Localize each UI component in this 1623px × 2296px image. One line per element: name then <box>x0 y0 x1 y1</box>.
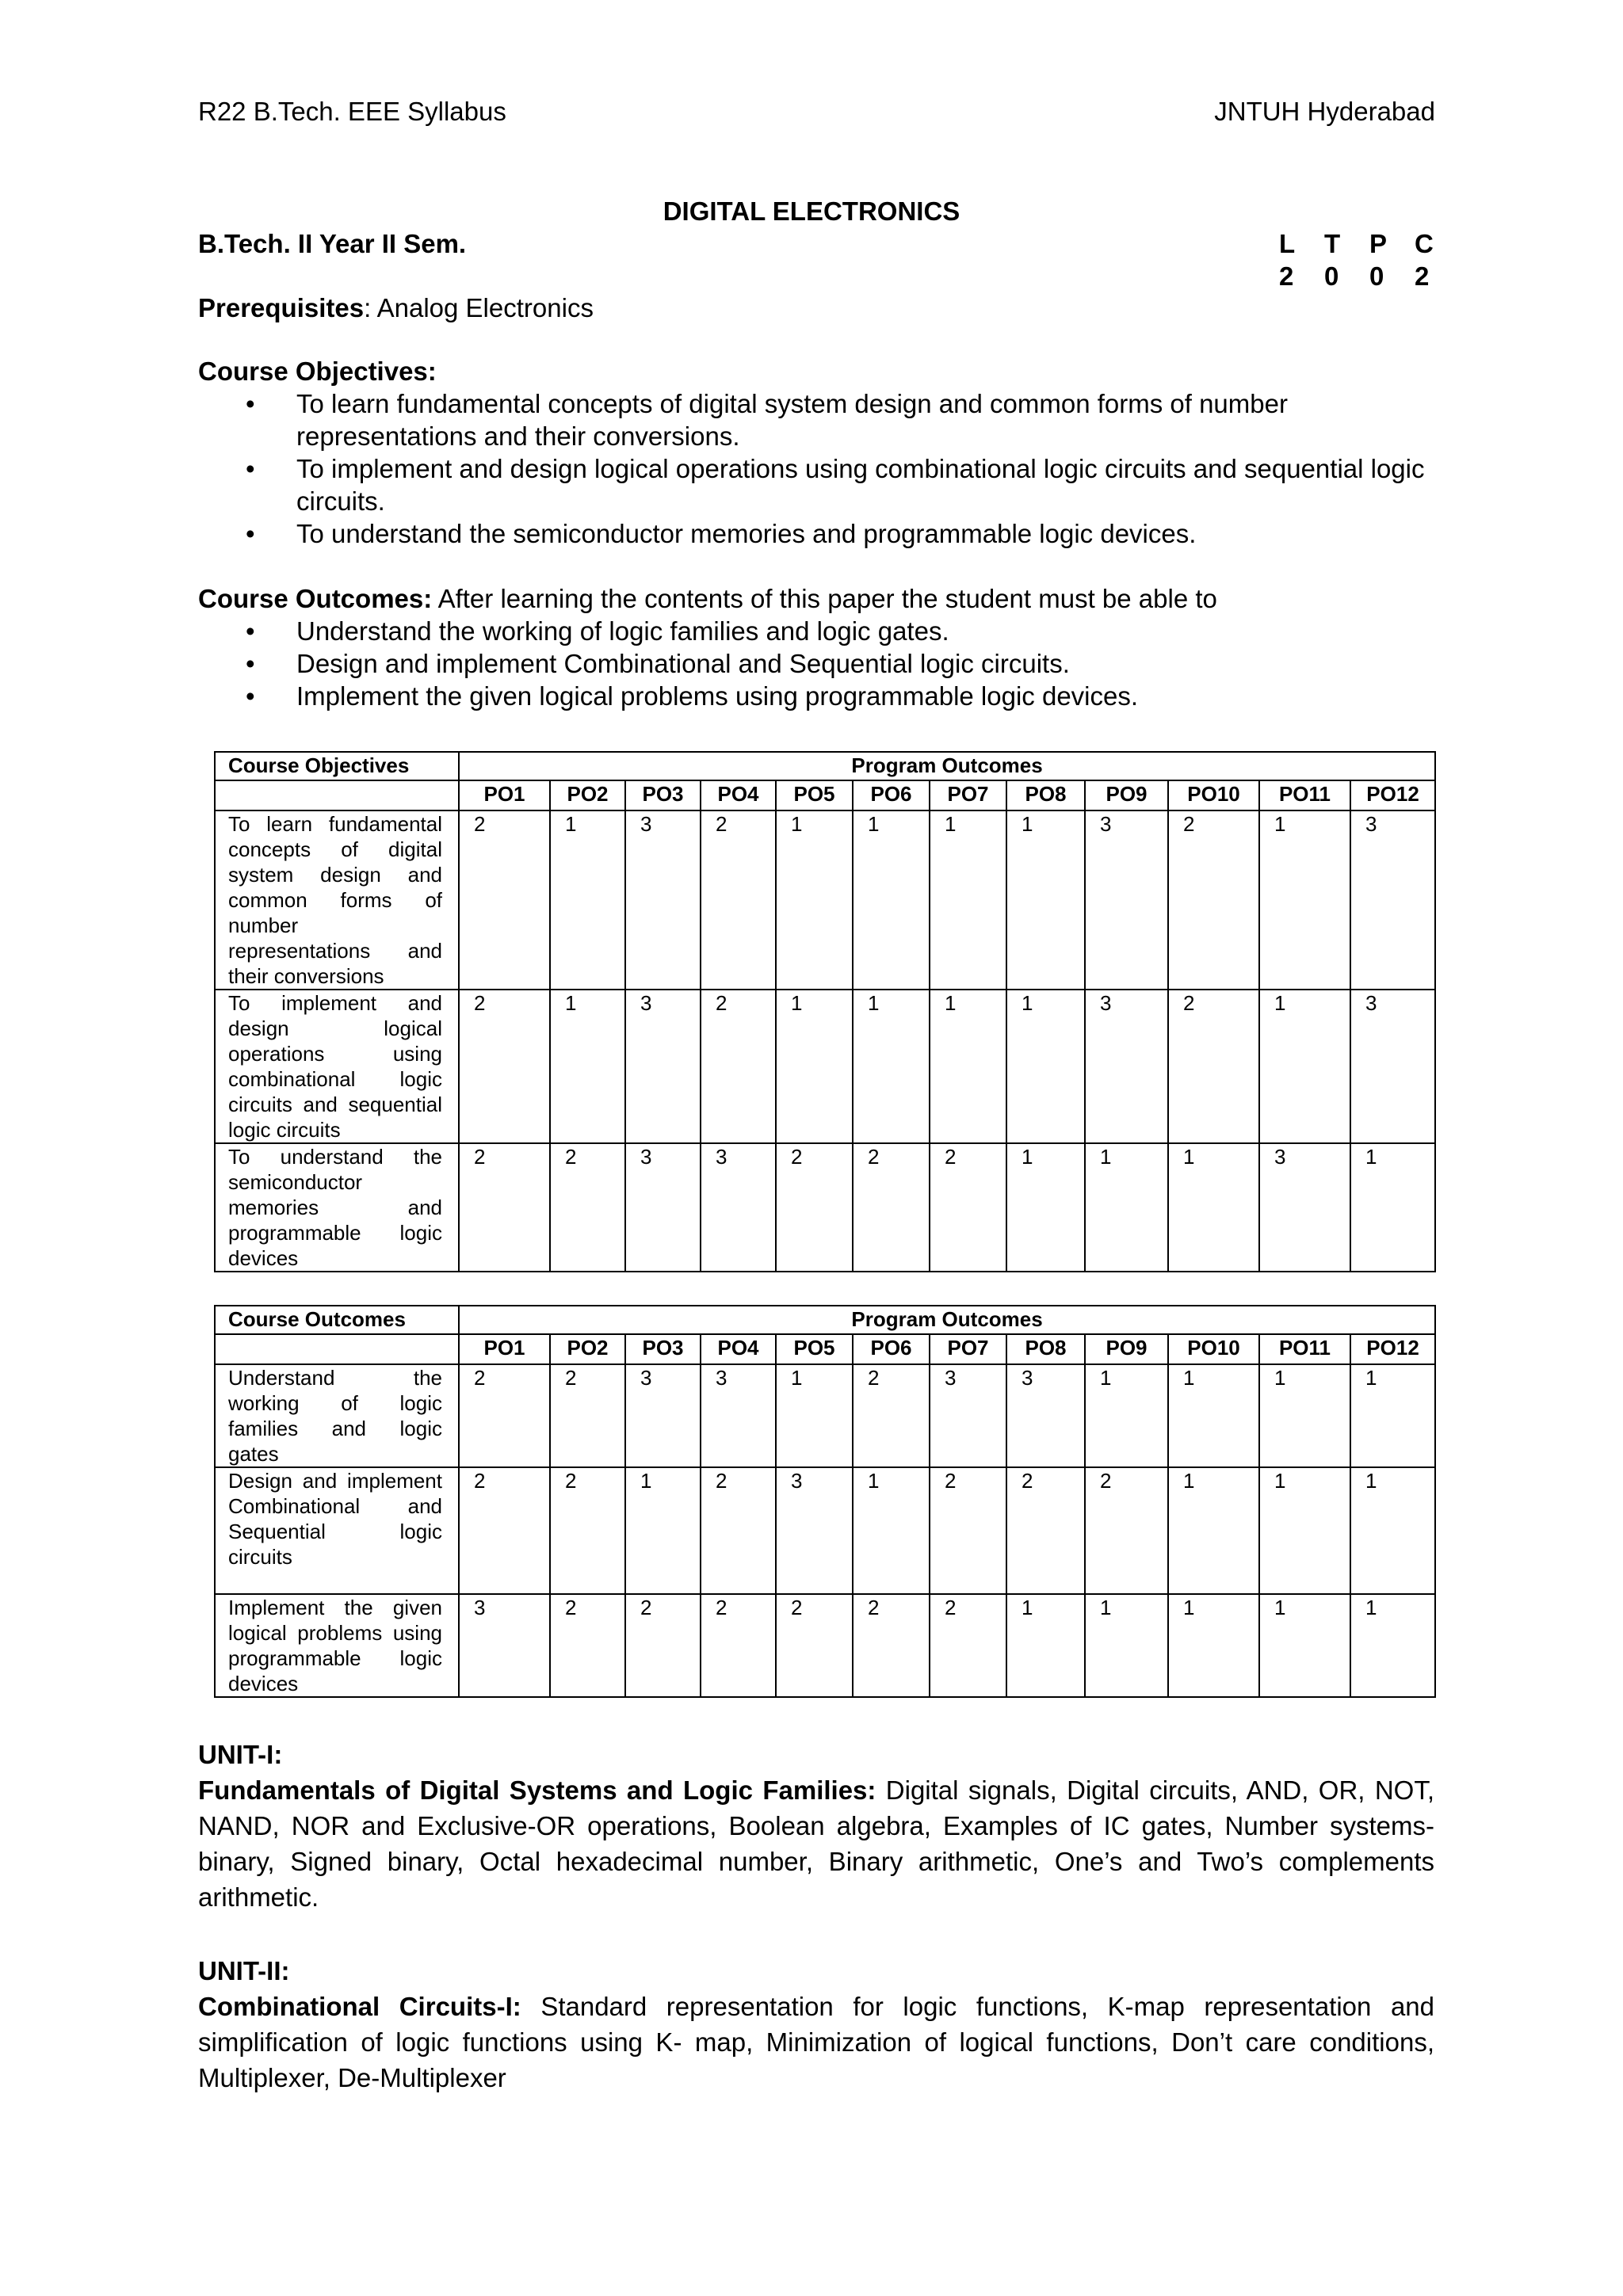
mapping-cell: 2 <box>459 810 550 990</box>
ltpc-values <box>1279 261 1460 292</box>
table-corner-header: Course Objectives <box>215 752 459 780</box>
mapping-cell: 1 <box>1350 1594 1435 1697</box>
mapping-cell: 3 <box>701 1143 776 1272</box>
mapping-cell: 2 <box>550 1364 625 1467</box>
mapping-cell: 1 <box>1085 1364 1168 1467</box>
table-row <box>215 810 1435 990</box>
table-row <box>215 1594 1435 1697</box>
mapping-cell: 2 <box>1168 990 1259 1143</box>
column-header: PO8 <box>1006 1334 1085 1364</box>
table-corner-header: Course Outcomes <box>215 1306 459 1334</box>
column-header: PO2 <box>550 1334 625 1364</box>
column-header: PO2 <box>550 780 625 810</box>
mapping-cell: 3 <box>625 810 701 990</box>
unit-body <box>198 1989 1434 2096</box>
mapping-cell: 2 <box>930 1143 1006 1272</box>
mapping-cell: 2 <box>701 1467 776 1594</box>
mapping-cell: 1 <box>1259 1467 1350 1594</box>
unit-topic: Combinational Circuits-I: <box>198 1992 521 2021</box>
mapping-cell: 2 <box>776 1594 853 1697</box>
outcomes-heading: Course Outcomes: <box>198 584 433 613</box>
ltpc-label: L <box>1279 229 1296 258</box>
ltpc-value: 0 <box>1324 261 1339 291</box>
mapping-cell: 3 <box>625 1143 701 1272</box>
ltpc-value: 2 <box>1279 261 1294 291</box>
mapping-cell: 1 <box>1259 990 1350 1143</box>
column-header: PO12 <box>1350 780 1435 810</box>
objectives-heading: Course Objectives: <box>198 357 437 386</box>
mapping-cell: 2 <box>550 1594 625 1697</box>
mapping-cell: 2 <box>776 1143 853 1272</box>
mapping-cell: 2 <box>853 1143 930 1272</box>
column-header: PO12 <box>1350 1334 1435 1364</box>
mapping-cell: 1 <box>1006 1594 1085 1697</box>
column-header: PO7 <box>930 1334 1006 1364</box>
mapping-cell: 1 <box>1168 1467 1259 1594</box>
objectives-list <box>198 387 1434 550</box>
mapping-cell: 2 <box>459 1364 550 1467</box>
unit-1 <box>198 1737 1434 1915</box>
mapping-cell: 1 <box>625 1467 701 1594</box>
mapping-cell: 2 <box>853 1594 930 1697</box>
column-header: PO9 <box>1085 780 1168 810</box>
mapping-cell: 2 <box>701 810 776 990</box>
bullet-icon: • <box>246 389 255 418</box>
mapping-cell: 1 <box>930 990 1006 1143</box>
mapping-cell: 1 <box>853 1467 930 1594</box>
mapping-cell: 1 <box>1168 1364 1259 1467</box>
mapping-cell: 2 <box>459 990 550 1143</box>
empty-header <box>215 780 459 810</box>
mapping-cell: 1 <box>776 810 853 990</box>
column-header: PO3 <box>625 780 701 810</box>
row-label: Understand the working of logic families and logic gates <box>215 1364 459 1467</box>
header-right: JNTUH Hyderabad <box>1214 97 1435 126</box>
mapping-cell: 1 <box>1350 1364 1435 1467</box>
mapping-cell: 1 <box>1006 990 1085 1143</box>
mapping-cell: 2 <box>459 1143 550 1272</box>
mapping-cell: 1 <box>1350 1467 1435 1594</box>
mapping-cell: 1 <box>1259 1594 1350 1697</box>
outcomes-po-table <box>214 1305 1436 1698</box>
outcome-text: Implement the given logical problems using programmable logic devices. <box>296 681 1139 711</box>
mapping-cell: 1 <box>853 990 930 1143</box>
column-header: PO10 <box>1168 780 1259 810</box>
column-header: PO10 <box>1168 1334 1259 1364</box>
semester: B.Tech. II Year II Sem. <box>198 229 467 258</box>
mapping-cell: 3 <box>701 1364 776 1467</box>
mapping-cell: 3 <box>625 1364 701 1467</box>
mapping-cell: 3 <box>1085 810 1168 990</box>
mapping-cell: 1 <box>1085 1143 1168 1272</box>
mapping-cell: 3 <box>1259 1143 1350 1272</box>
mapping-cell: 3 <box>459 1594 550 1697</box>
bullet-icon: • <box>246 454 255 483</box>
mapping-cell: 2 <box>625 1594 701 1697</box>
course-objectives <box>198 355 1434 550</box>
column-header: PO5 <box>776 1334 853 1364</box>
ltpc-label: C <box>1415 229 1434 258</box>
mapping-cell: 2 <box>550 1143 625 1272</box>
mapping-cell: 2 <box>930 1467 1006 1594</box>
empty-header <box>215 1334 459 1364</box>
mapping-cell: 3 <box>625 990 701 1143</box>
column-header: PO8 <box>1006 780 1085 810</box>
bullet-icon: • <box>246 519 255 548</box>
objective-text: To understand the semiconductor memories and programmable logic devices. <box>296 519 1197 548</box>
mapping-cell: 2 <box>1006 1467 1085 1594</box>
row-label: To learn fundamental concepts of digital system design and common forms of number representations and their conversions <box>215 810 459 990</box>
outcomes-list <box>198 615 1434 712</box>
objectives-po-table <box>214 751 1436 1272</box>
table-group-header: Program Outcomes <box>459 752 1435 780</box>
course-title: DIGITAL ELECTRONICS <box>663 196 960 226</box>
unit-body <box>198 1772 1434 1915</box>
unit-topic: Fundamentals of Digital Systems and Logic Families: <box>198 1775 876 1805</box>
mapping-cell: 1 <box>776 990 853 1143</box>
column-header: PO3 <box>625 1334 701 1364</box>
mapping-cell: 3 <box>1085 990 1168 1143</box>
row-label: To understand the semiconductor memories and programmable logic devices <box>215 1143 459 1272</box>
column-header: PO1 <box>459 780 550 810</box>
mapping-cell: 3 <box>1006 1364 1085 1467</box>
column-header: PO6 <box>853 1334 930 1364</box>
outcomes-intro-line <box>198 582 1434 615</box>
objective-text: To implement and design logical operations using combinational logic circuits and sequential logic circuits. <box>296 454 1425 516</box>
column-header: PO9 <box>1085 1334 1168 1364</box>
mapping-cell: 3 <box>930 1364 1006 1467</box>
outcome-text: Design and implement Combinational and Sequential logic circuits. <box>296 649 1070 678</box>
column-header: PO11 <box>1259 1334 1350 1364</box>
mapping-cell: 1 <box>930 810 1006 990</box>
list-item <box>198 647 1434 680</box>
mapping-cell: 2 <box>1085 1467 1168 1594</box>
mapping-cell: 1 <box>1350 1143 1435 1272</box>
prerequisites <box>198 293 594 323</box>
mapping-cell: 3 <box>1350 810 1435 990</box>
mapping-cell: 2 <box>1168 810 1259 990</box>
outcome-text: Understand the working of logic families and logic gates. <box>296 616 949 646</box>
ltpc-labels <box>1279 229 1460 259</box>
header-left: R22 B.Tech. EEE Syllabus <box>198 97 506 126</box>
mapping-cell: 1 <box>1006 1143 1085 1272</box>
prereq-label: Prerequisites <box>198 293 365 322</box>
objective-text: To learn fundamental concepts of digital system design and common forms of number representations and their conversions. <box>296 389 1288 451</box>
mapping-cell: 1 <box>1259 810 1350 990</box>
column-header: PO6 <box>853 780 930 810</box>
mapping-cell: 1 <box>1085 1594 1168 1697</box>
mapping-cell: 2 <box>701 990 776 1143</box>
unit-heading: UNIT-I: <box>198 1740 283 1769</box>
mapping-cell: 2 <box>550 1467 625 1594</box>
ltpc-label: P <box>1369 229 1388 258</box>
mapping-cell: 1 <box>853 810 930 990</box>
unit-2 <box>198 1953 1434 2096</box>
mapping-cell: 1 <box>550 990 625 1143</box>
outcomes-intro: After learning the contents of this paper the student must be able to <box>432 584 1217 613</box>
bullet-icon: • <box>246 681 255 711</box>
unit-text: Standard representation for logic functions, K-map representation and simplification of logic functions using K- map, Minimization of logical functions, Don’t care conditions, Multiplexer, De-Multiplexer <box>198 1992 1435 2092</box>
mapping-cell: 1 <box>1006 810 1085 990</box>
list-item <box>198 387 1434 452</box>
mapping-cell: 2 <box>459 1467 550 1594</box>
table-group-header: Program Outcomes <box>459 1306 1435 1334</box>
bullet-icon: • <box>246 649 255 678</box>
table-row <box>215 1364 1435 1467</box>
mapping-cell: 3 <box>1350 990 1435 1143</box>
course-outcomes <box>198 582 1434 712</box>
mapping-cell: 1 <box>776 1364 853 1467</box>
unit-text: Digital signals, Digital circuits, AND, OR, NOT, NAND, NOR and Exclusive-OR operations, Boolean algebra, Examples of IC gates, Number systems-binary, Signed binary, Octal hexadecimal number, Binary arithmetic, One’s and Two’s complements arithmetic. <box>198 1775 1435 1912</box>
ltpc-label: T <box>1324 229 1341 258</box>
mapping-cell: 3 <box>776 1467 853 1594</box>
mapping-cell: 1 <box>1168 1143 1259 1272</box>
column-header: PO4 <box>701 1334 776 1364</box>
row-label: Design and implement Combinational and Sequential logic circuits <box>215 1467 459 1594</box>
mapping-cell: 2 <box>701 1594 776 1697</box>
column-header: PO1 <box>459 1334 550 1364</box>
ltpc-value: 0 <box>1369 261 1384 291</box>
list-item <box>198 517 1434 550</box>
table-row <box>215 990 1435 1143</box>
table-row <box>215 1467 1435 1594</box>
mapping-cell: 2 <box>930 1594 1006 1697</box>
list-item <box>198 615 1434 647</box>
unit-heading: UNIT-II: <box>198 1956 290 1985</box>
column-header: PO11 <box>1259 780 1350 810</box>
mapping-cell: 1 <box>550 810 625 990</box>
mapping-cell: 2 <box>853 1364 930 1467</box>
column-header: PO5 <box>776 780 853 810</box>
bullet-icon: • <box>246 616 255 646</box>
ltpc-value: 2 <box>1415 261 1430 291</box>
prereq-value: : Analog Electronics <box>364 293 594 322</box>
list-item <box>198 680 1434 712</box>
mapping-cell: 1 <box>1259 1364 1350 1467</box>
list-item <box>198 452 1434 517</box>
column-header: PO7 <box>930 780 1006 810</box>
column-header: PO4 <box>701 780 776 810</box>
row-label: Implement the given logical problems using programmable logic devices <box>215 1594 459 1697</box>
row-label: To implement and design logical operations using combinational logic circuits and sequential logic circuits <box>215 990 459 1143</box>
mapping-cell: 1 <box>1168 1594 1259 1697</box>
table-row <box>215 1143 1435 1272</box>
